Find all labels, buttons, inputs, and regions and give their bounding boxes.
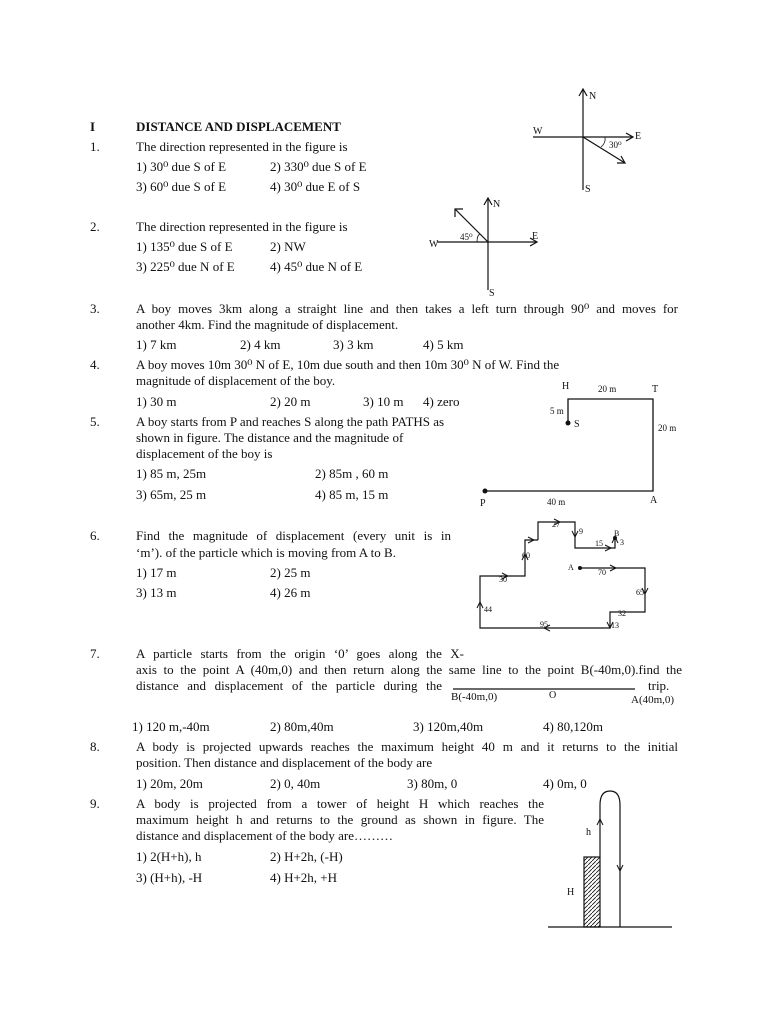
q6-fig-27: 27 [552, 520, 560, 529]
q5-path-figure [470, 375, 690, 515]
q8-option-1: 1) 20m, 20m [136, 776, 203, 791]
q7-line-1: A particle starts from the origin ‘0’ goes along the X- [136, 646, 464, 661]
q3-line-1: A boy moves 3km along a straight line and then takes a left turn through 90⁰ and moves for [136, 301, 678, 316]
q8-option-3: 3) 80m, 0 [407, 776, 458, 791]
q6-fig-95: 95 [540, 620, 548, 629]
q4-option-1: 1) 30 m [136, 394, 177, 409]
q7-line-3b: trip. [648, 678, 670, 693]
q8-option-2: 2) 0, 40m [270, 776, 321, 791]
q9-line-1: A body is projected from a tower of height H which reaches the [136, 796, 544, 811]
q4-line-2: magnitude of displacement of the boy. [136, 373, 336, 388]
q9-number: 9. [90, 796, 100, 811]
q5-option-4: 4) 85 m, 15 m [315, 487, 389, 502]
q7-option-2: 2) 80m,40m [270, 719, 334, 734]
q8-line-2: position. Then distance and displacement of the body are [136, 755, 433, 770]
q6-fig-a: A [568, 563, 574, 572]
q5-fig-a: A [650, 495, 658, 506]
q3-line-2: another 4km. Find the magnitude of displacement. [136, 317, 399, 332]
q2-option-4: 4) 45⁰ due N of E [270, 259, 363, 274]
q6-line-2: ‘m’). of the particle which is moving from A to B. [136, 545, 396, 560]
q5-fig-pa: 40 m [547, 497, 566, 507]
q7-fig-b: B(-40m,0) [451, 691, 498, 703]
q6-fig-9: 9 [579, 527, 583, 536]
q9-fig-h-large: H [567, 887, 575, 898]
q5-option-1: 1) 85 m, 25m [136, 466, 207, 481]
q5-option-3: 3) 65m, 25 m [136, 487, 207, 502]
q5-fig-h: H [562, 381, 570, 392]
q2-fig-w: W [429, 239, 439, 250]
q4-number: 4. [90, 357, 100, 372]
q2-compass-figure [425, 195, 545, 300]
q1-fig-e: E [635, 131, 642, 142]
q6-fig-3: 3 [620, 538, 624, 547]
q3-number: 3. [90, 301, 100, 316]
q6-fig-60: 60 [522, 551, 530, 560]
q1-fig-angle: 30⁰ [609, 140, 622, 150]
q4-option-4: 4) zero [423, 394, 460, 409]
q3-option-2: 2) 4 km [240, 337, 281, 352]
q1-option-1: 1) 30⁰ due S of E [136, 159, 227, 174]
q3-option-3: 3) 3 km [333, 337, 374, 352]
q4-option-2: 2) 20 m [270, 394, 311, 409]
q2-option-1: 1) 135⁰ due S of E [136, 239, 233, 254]
q9-line-3: distance and displacement of the body are……… [136, 828, 394, 843]
q5-line-3: displacement of the boy is [136, 446, 273, 461]
q9-option-4: 4) H+2h, +H [270, 870, 338, 885]
q3-option-4: 4) 5 km [423, 337, 464, 352]
section-title: DISTANCE AND DISPLACEMENT [136, 119, 341, 134]
q6-option-2: 2) 25 m [270, 565, 311, 580]
q7-line-3a: distance and displacement of the particle during the [136, 678, 442, 693]
q5-line-2: shown in figure. The distance and the magnitude of [136, 430, 404, 445]
q2-number: 2. [90, 219, 100, 234]
q6-fig-65: 65 [636, 588, 644, 597]
q7-option-1: 1) 120 m,-40m [132, 719, 210, 734]
q5-line-1: A boy starts from P and reaches S along the path PATHS as [136, 414, 445, 429]
q2-option-2: 2) NW [270, 239, 306, 254]
q2-fig-s: S [489, 288, 495, 299]
q6-fig-32: 32 [618, 609, 626, 618]
q8-option-4: 4) 0m, 0 [543, 776, 587, 791]
q5-fig-hs: 5 m [550, 406, 564, 416]
q7-number: 7. [90, 646, 100, 661]
q5-option-2: 2) 85m , 60 m [315, 466, 389, 481]
q5-fig-s: S [574, 419, 580, 430]
q1-fig-w: W [533, 126, 543, 137]
q6-line-1: Find the magnitude of displacement (every unit is in [136, 528, 451, 543]
q1-number: 1. [90, 139, 100, 154]
q7-fig-o: O [549, 690, 557, 701]
q6-fig-15: 15 [595, 539, 603, 548]
q7-option-4: 4) 80,120m [543, 719, 603, 734]
q9-fig-h-small: h [586, 827, 591, 838]
q7-line-2: axis to the point A (40m,0) and then return along the same line to the point B(-40m,0).find the [136, 662, 682, 677]
q9-line-2: maximum height h and returns to the ground as shown in figure. The [136, 812, 544, 827]
q5-fig-ta: 20 m [658, 423, 677, 433]
q2-fig-n: N [493, 199, 501, 210]
q1-compass-figure [525, 85, 645, 195]
q4-line-1: A boy moves 10m 30⁰ N of E, 10m due south and then 10m 30⁰ N of W. Find the [136, 357, 560, 372]
q6-fig-44: 44 [484, 605, 492, 614]
q1-option-2: 2) 330⁰ due S of E [270, 159, 367, 174]
q2-text: The direction represented in the figure is [136, 219, 348, 234]
q5-fig-p: P [480, 498, 486, 509]
q6-fig-13: 13 [611, 621, 619, 630]
q6-option-1: 1) 17 m [136, 565, 177, 580]
q9-option-2: 2) H+2h, (-H) [270, 849, 343, 864]
q5-number: 5. [90, 414, 100, 429]
q9-option-1: 1) 2(H+h), h [136, 849, 202, 864]
q2-fig-e: E [532, 231, 539, 242]
q6-option-4: 4) 26 m [270, 585, 311, 600]
q1-option-4: 4) 30⁰ due E of S [270, 179, 361, 194]
q2-fig-angle: 45⁰ [460, 232, 473, 242]
q6-fig-30: 30 [499, 575, 507, 584]
q6-option-3: 3) 13 m [136, 585, 177, 600]
q9-option-3: 3) (H+h), -H [136, 870, 203, 885]
section-number: I [90, 119, 96, 134]
q2-option-3: 3) 225⁰ due N of E [136, 259, 235, 274]
q6-path-figure [470, 510, 660, 635]
q5-fig-ht: 20 m [598, 384, 617, 394]
q1-option-3: 3) 60⁰ due S of E [136, 179, 227, 194]
q6-number: 6. [90, 528, 100, 543]
q7-fig-a: A(40m,0) [631, 694, 675, 706]
q7-axis-figure [445, 683, 685, 709]
q6-fig-b: B [614, 529, 620, 538]
q8-line-1: A body is projected upwards reaches the maximum height 40 m and it returns to the initial [136, 739, 678, 754]
q4-option-3: 3) 10 m [363, 394, 404, 409]
q8-number: 8. [90, 739, 100, 754]
q1-fig-n: N [589, 91, 597, 102]
q9-tower-figure [540, 785, 680, 935]
q6-fig-70: 70 [598, 568, 606, 577]
q5-fig-t: T [652, 384, 659, 395]
q7-option-3: 3) 120m,40m [413, 719, 484, 734]
q1-fig-s: S [585, 184, 591, 195]
q1-text: The direction represented in the figure is [136, 139, 348, 154]
q3-option-1: 1) 7 km [136, 337, 177, 352]
